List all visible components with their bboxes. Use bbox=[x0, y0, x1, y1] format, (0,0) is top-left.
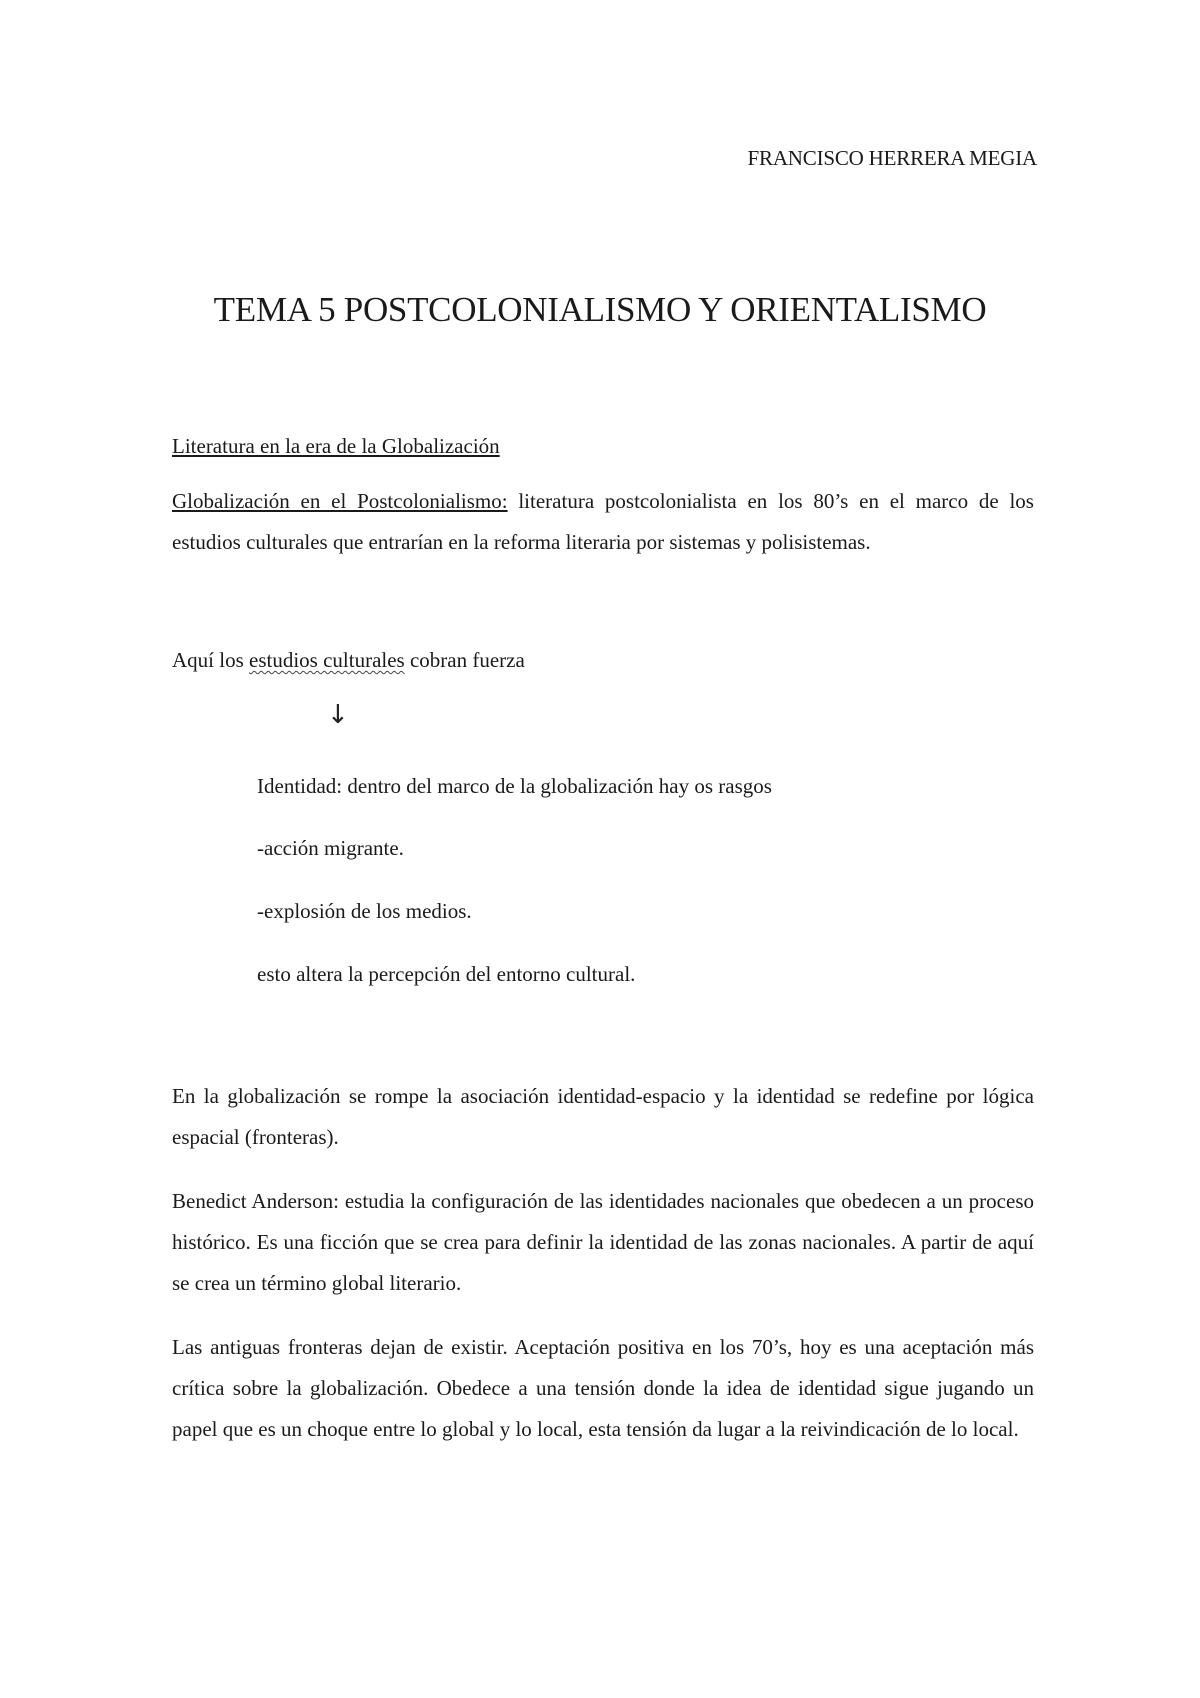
indent-line-explosion: -explosión de los medios. bbox=[257, 899, 472, 923]
indent-line-accion: -acción migrante. bbox=[257, 836, 404, 860]
paragraph-globalizacion bbox=[172, 481, 1034, 563]
paragraph-label: Globalización en el Postcolonialismo: bbox=[172, 489, 508, 513]
paragraph-anderson: Benedict Anderson: estudia la configuración de las identidades nacionales que obedecen a un proceso histórico. Es una ficción que se crea para definir la identidad de las zonas nacionales. A partir de aquí se crea un término global literario. bbox=[172, 1189, 1034, 1295]
indent-line-identidad: Identidad: dentro del marco de la globalización hay os rasgos bbox=[257, 774, 772, 798]
paragraph-prefix: Aquí los bbox=[172, 648, 250, 672]
indent-line-percepcion: esto altera la percepción del entorno cultural. bbox=[257, 962, 636, 986]
paragraph-fronteras: Las antiguas fronteras dejan de existir. Aceptación positiva en los 70’s, hoy es una aceptación más crítica sobre la globalización. Obedece a una tensión donde la idea de identidad sigue jugando un papel que es un choque entre lo global y lo local, esta tensión da lugar a la reivindicación de lo local. bbox=[172, 1335, 1034, 1441]
section-heading: Literatura en la era de la Globalización bbox=[172, 434, 500, 458]
paragraph-identidad-espacio: En la globalización se rompe la asociación identidad-espacio y la identidad se redefine por lógica espacial (fronteras). bbox=[172, 1084, 1034, 1149]
paragraph-text: literatura postcolonialista en los 80’s en el marco de los estudios culturales que entrarían en la reforma literaria por sistemas y polisistemas. bbox=[172, 489, 1034, 554]
paragraph-suffix: cobran fuerza bbox=[404, 648, 525, 672]
paragraph-estudios bbox=[172, 640, 1034, 681]
author-name: FRANCISCO HERRERA MEGIA bbox=[747, 146, 1037, 170]
spellcheck-underlined-text: estudios culturales bbox=[249, 648, 405, 672]
down-arrow-icon: ↓ bbox=[327, 700, 349, 730]
document-title: TEMA 5 POSTCOLONIALISMO Y ORIENTALISMO bbox=[213, 290, 987, 329]
